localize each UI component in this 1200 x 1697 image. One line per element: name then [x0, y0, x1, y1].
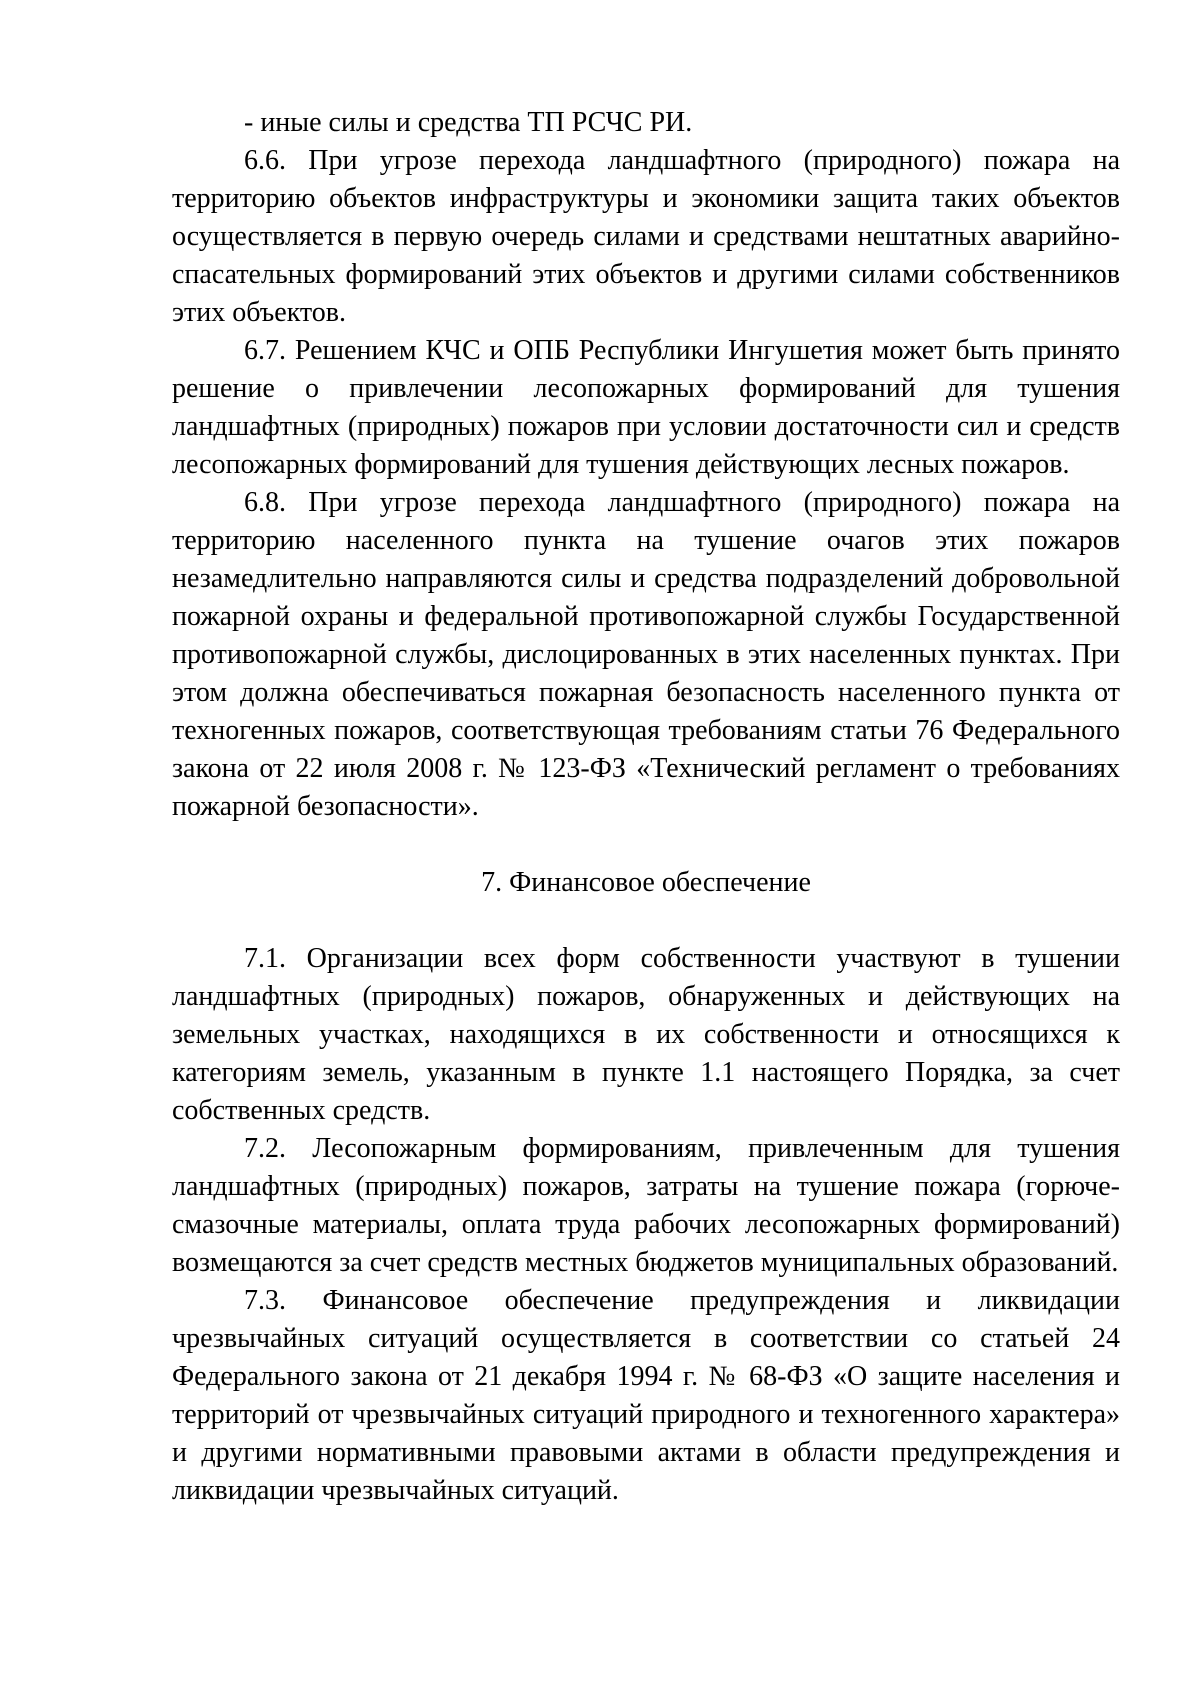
paragraph-6-6: 6.6. При угрозе перехода ландшафтного (природного) пожара на территорию объектов инфраструктуры и экономики защита таких объектов осуществляется в первую очередь силами и средствами нештатных аварийно-спасательных формирований этих объектов и другими силами собственников этих объектов.	[172, 145, 1120, 328]
document-page	[172, 104, 1120, 1510]
paragraph-7-1: 7.1. Организации всех форм собственности участвуют в тушении ландшафтных (природных) пожаров, обнаруженных и действующих на земельных участках, находящихся в их собственности и относящихся к категориям земель, указанным в пункте 1.1 настоящего Порядка, за счет собственных средств.	[172, 943, 1120, 1126]
section-7-heading: 7. Финансовое обеспечение	[481, 867, 811, 898]
paragraph-7-3: 7.3. Финансовое обеспечение предупреждения и ликвидации чрезвычайных ситуаций осуществляется в соответствии со статьей 24 Федерального закона от 21 декабря 1994 г. № 68-ФЗ «О защите населения и территорий от чрезвычайных ситуаций природного и техногенного характера» и другими нормативными правовыми актами в области предупреждения и ликвидации чрезвычайных ситуаций.	[172, 1285, 1120, 1506]
paragraph-6-8: 6.8. При угрозе перехода ландшафтного (природного) пожара на территорию населенного пункта на тушение очагов этих пожаров незамедлительно направляются силы и средства подразделений добровольной пожарной охраны и федеральной противопожарной службы Государственной противопожарной службы, дислоцированных в этих населенных пунктах. При этом должна обеспечиваться пожарная безопасность населенного пункта от техногенных пожаров, соответствующая требованиям статьи 76 Федерального закона от 22 июля 2008 г. № 123-ФЗ «Технический регламент о требованиях пожарной безопасности».	[172, 487, 1120, 822]
paragraph-6-7: 6.7. Решением КЧС и ОПБ Республики Ингушетия может быть принято решение о привлечении лесопожарных формирований для тушения ландшафтных (природных) пожаров при условии достаточности сил и средств лесопожарных формирований для тушения действующих лесных пожаров.	[172, 335, 1120, 480]
paragraph-7-2: 7.2. Лесопожарным формированиям, привлеченным для тушения ландшафтных (природных) пожаров, затраты на тушение пожара (горюче-смазочные материалы, оплата труда рабочих лесопожарных формирований) возмещаются за счет средств местных бюджетов муниципальных образований.	[172, 1133, 1120, 1278]
intro-line: - иные силы и средства ТП РСЧС РИ.	[244, 107, 693, 138]
